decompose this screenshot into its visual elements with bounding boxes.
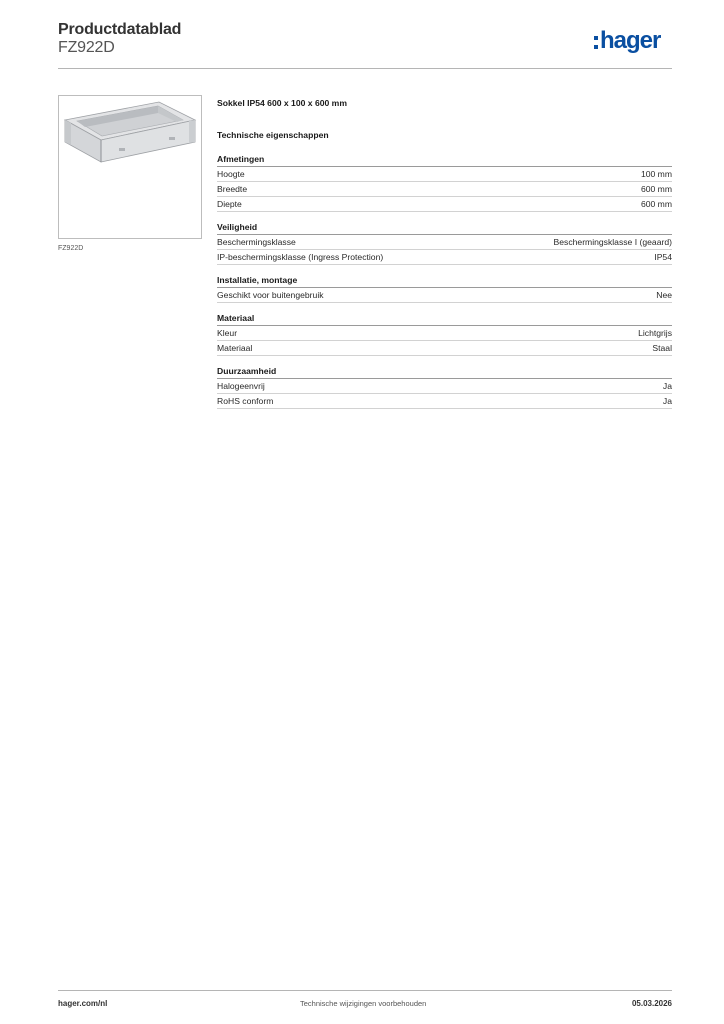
- spec-value: Lichtgrijs: [638, 328, 672, 338]
- product-code: FZ922D: [58, 39, 115, 56]
- spec-group-title: Veiligheid: [217, 220, 672, 235]
- spec-label: Geschikt voor buitengebruik: [217, 290, 324, 300]
- spec-value: 600 mm: [640, 199, 672, 209]
- spec-label: Halogeenvrij: [217, 381, 265, 391]
- spec-label: Breedte: [217, 184, 248, 194]
- spec-label: Diepte: [217, 199, 242, 209]
- spec-group-title: Materiaal: [217, 311, 672, 326]
- page-title: Productdatablad: [58, 21, 182, 38]
- footer-date: 05.03.2026: [631, 999, 672, 1008]
- plinth-base-product-image: [59, 96, 201, 238]
- spec-label: RoHS conform: [217, 396, 274, 406]
- spec-row: [217, 197, 672, 212]
- spec-row: [217, 288, 672, 303]
- spec-row: [217, 182, 672, 197]
- product-image-caption: FZ922D: [58, 245, 84, 252]
- spec-value: 100 mm: [640, 169, 672, 179]
- spec-group-materiaal: [217, 311, 672, 356]
- spec-row: [217, 250, 672, 265]
- product-image-frame: [58, 95, 202, 239]
- spec-row: [217, 341, 672, 356]
- spec-row: [217, 379, 672, 394]
- logo-text: hager: [600, 27, 661, 54]
- spec-row: [217, 235, 672, 250]
- spec-group-title: Installatie, montage: [217, 273, 672, 288]
- spec-label: Hoogte: [217, 169, 245, 179]
- spec-label: IP-beschermingsklasse (Ingress Protection): [217, 252, 384, 262]
- spec-value: Nee: [656, 290, 672, 300]
- spec-row: [217, 394, 672, 409]
- spec-group-duurzaamheid: [217, 364, 672, 409]
- spec-group-title: Duurzaamheid: [217, 364, 672, 379]
- spec-value: Ja: [662, 381, 672, 391]
- footer-divider: [58, 990, 672, 991]
- spec-section-title: Technische eigenschappen: [217, 130, 329, 140]
- spec-label: Materiaal: [217, 343, 253, 353]
- spec-value: Beschermingsklasse I (geaard): [553, 237, 672, 247]
- footer-notice: Technische wijzigingen voorbehouden: [300, 999, 427, 1008]
- hager-logo: [594, 26, 660, 56]
- spec-group-afmetingen: [217, 152, 672, 212]
- spec-row: [217, 167, 672, 182]
- spec-group-title: Afmetingen: [217, 152, 672, 167]
- spec-value: 600 mm: [640, 184, 672, 194]
- product-name: Sokkel IP54 600 x 100 x 600 mm: [217, 98, 347, 108]
- spec-value: Ja: [662, 396, 672, 406]
- logo-colon-icon: [594, 36, 598, 49]
- spec-section: [217, 96, 672, 417]
- spec-value: IP54: [654, 252, 672, 262]
- spec-group-veiligheid: [217, 220, 672, 265]
- spec-group-installatie: [217, 273, 672, 303]
- header-divider: [58, 68, 672, 69]
- footer-website-link[interactable]: hager.com/nl: [58, 999, 108, 1008]
- spec-label: Kleur: [217, 328, 238, 338]
- spec-value: Staal: [652, 343, 672, 353]
- spec-row: [217, 326, 672, 341]
- spec-label: Beschermingsklasse: [217, 237, 296, 247]
